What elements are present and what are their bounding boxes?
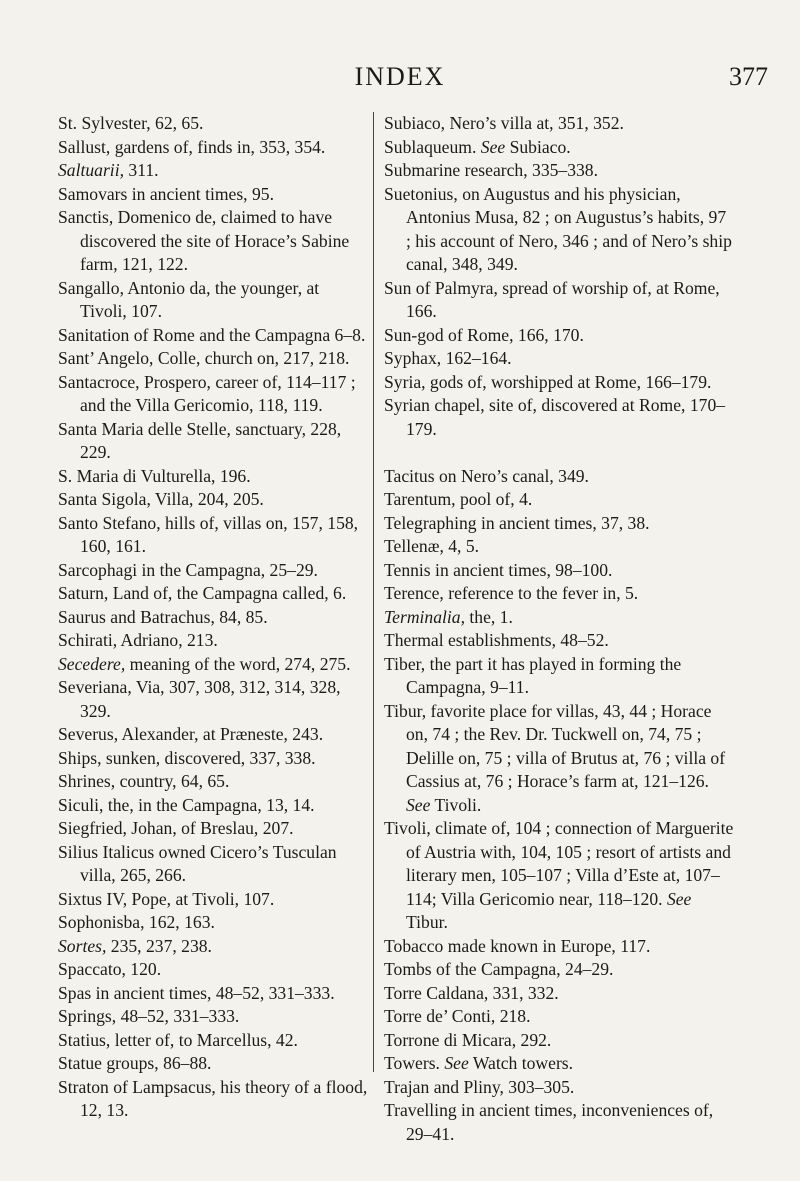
column-divider (373, 112, 374, 1072)
index-entry (384, 371, 734, 395)
entry-text: Straton of Lampsacus, his theory of a flood, 12, 13. (58, 1076, 368, 1120)
entry-text: Sangallo, Antonio da, the younger, at Tivoli, 107. (58, 277, 320, 321)
entry-tail-text: Watch towers. (468, 1053, 574, 1073)
entry-text: Torre Caldana, 331, 332. (384, 982, 559, 1003)
entry-text: Tibur, favorite place for villas, 43, 44 ; Horace on, 74 ; the Rev. Dr. Tuckwell on, 74, 75 ; Delille on, 75 ; villa of Brutus at, 76 ; villa of Cassius at, 76 ; Horace’s farm at, 121–126. (384, 700, 726, 791)
entry-text: Syria, gods of, worshipped at Rome, 166–179. (384, 371, 712, 392)
index-entry (384, 582, 734, 606)
entry-text: Santa Sigola, Villa, 204, 205. (58, 489, 264, 509)
entry-see-reference: See (406, 794, 431, 815)
entry-tail-text: Tivoli. (430, 794, 482, 815)
entry-text: Telegraphing in ancient times, 37, 38. (384, 512, 650, 533)
entry-text: 311. (124, 160, 159, 180)
index-entry (58, 206, 368, 277)
index-entry (384, 183, 734, 277)
entry-text: Subiaco, Nero’s villa at, 351, 352. (384, 113, 624, 133)
index-entry (58, 324, 368, 348)
running-head (0, 62, 800, 102)
index-entry (58, 112, 368, 136)
index-entry (58, 277, 368, 324)
index-entry (384, 653, 734, 700)
index-entry (58, 347, 368, 371)
entry-text: Sun-god of Rome, 166, 170. (384, 324, 584, 345)
entry-text: St. Sylvester, 62, 65. (58, 113, 204, 133)
index-entry (58, 676, 368, 723)
entry-text: Shrines, country, 64, 65. (58, 771, 230, 791)
page-title: INDEX (354, 62, 446, 91)
index-entry (58, 371, 368, 418)
index-entry (384, 559, 734, 583)
entry-text: Sophonisba, 162, 163. (58, 912, 215, 932)
entry-italic-term: Saltuarii, (58, 160, 124, 180)
entry-text: Sublaqueum. (384, 136, 481, 157)
entry-see-reference: See (666, 888, 692, 909)
index-entry (384, 1005, 734, 1029)
entry-text: Santa Maria delle Stelle, sanctuary, 228, 229. (58, 418, 342, 462)
index-entry (58, 629, 368, 653)
entry-text: Sallust, gardens of, finds in, 353, 354. (58, 136, 326, 157)
index-entry (384, 629, 734, 653)
entry-text: Syphax, 162–164. (384, 348, 512, 368)
entry-text: Springs, 48–52, 331–333. (58, 1006, 240, 1026)
entry-text: Syrian chapel, site of, discovered at Rome, 170–179. (384, 395, 726, 439)
index-entry (58, 888, 368, 912)
entry-text: Suetonius, on Augustus and his physician, Antonius Musa, 82 ; on Augustus’s habits, 97 ; his account of Nero, 346 ; and of Nero’s ship canal, 348, 349. (384, 183, 732, 274)
entry-text: Santo Stefano, hills of, villas on, 157, 158, 160, 161. (58, 512, 359, 556)
index-entry (58, 136, 368, 160)
index-entry (384, 606, 734, 630)
index-entry (58, 817, 368, 841)
entry-text: S. Maria di Vulturella, 196. (58, 465, 251, 486)
index-entry (384, 982, 734, 1006)
index-entry (58, 512, 368, 559)
entry-text: Submarine research, 335–338. (384, 160, 598, 180)
index-entry (58, 911, 368, 935)
entry-italic-term: Secedere, (58, 653, 126, 674)
entry-text: meaning of the word, 274, 275. (125, 653, 351, 674)
entry-text: Tellenæ, 4, 5. (384, 536, 480, 556)
entry-text: Sanctis, Domenico de, claimed to have discovered the site of Horace’s Sabine farm, 121, 122. (58, 207, 350, 274)
index-entry (384, 958, 734, 982)
index-entry (384, 136, 734, 160)
entry-text: Tivoli, climate of, 104 ; connection of Marguerite of Austria with, 104, 105 ; resort of artists and literary men, 105–107 ; Villa d’Este at, 107–114; Villa Gericomio near, 118–120. (384, 818, 734, 909)
index-entry (58, 794, 368, 818)
entry-text: Saurus and Batrachus, 84, 85. (58, 606, 268, 627)
index-entry (384, 1052, 734, 1076)
index-entry (58, 935, 368, 959)
entry-tail-text: Tibur. (406, 912, 448, 932)
index-entry (58, 488, 368, 512)
index-entry (384, 935, 734, 959)
entry-text: Saturn, Land of, the Campagna called, 6. (58, 583, 347, 603)
page-number: 377 (729, 62, 768, 91)
entry-text: Tennis in ancient times, 98–100. (384, 559, 613, 580)
entry-text: Tobacco made known in Europe, 117. (384, 935, 651, 956)
entry-text: Siculi, the, in the Campagna, 13, 14. (58, 794, 315, 815)
entry-text: Towers. (384, 1053, 445, 1073)
index-entry (384, 324, 734, 348)
index-entry (384, 465, 734, 489)
entry-text: the, 1. (464, 606, 513, 627)
entry-text: Terence, reference to the fever in, 5. (384, 583, 639, 603)
entry-text: Severiana, Via, 307, 308, 312, 314, 328, 329. (58, 677, 341, 721)
index-entry (58, 559, 368, 583)
index-entry (58, 418, 368, 465)
index-entry (384, 1076, 734, 1100)
index-entry (58, 841, 368, 888)
entry-text: Tiber, the part it has played in forming the Campagna, 9–11. (384, 653, 682, 697)
entry-text: Tarentum, pool of, 4. (384, 489, 533, 509)
index-entry (58, 747, 368, 771)
index-entry (58, 606, 368, 630)
entry-text: Tombs of the Campagna, 24–29. (384, 959, 614, 979)
index-entry (384, 817, 734, 935)
index-entry (58, 1029, 368, 1053)
index-entry (384, 112, 734, 136)
entry-text: Severus, Alexander, at Præneste, 243. (58, 724, 324, 744)
index-entry (58, 1005, 368, 1029)
index-entry (58, 1052, 368, 1076)
index-entry (384, 347, 734, 371)
index-entry (384, 1099, 734, 1146)
index-entry (384, 1029, 734, 1053)
index-entry (58, 770, 368, 794)
entry-text: Travelling in ancient times, inconveniences of, 29–41. (384, 1100, 714, 1144)
index-entry (384, 159, 734, 183)
entry-text: Samovars in ancient times, 95. (58, 183, 274, 204)
index-entry (58, 653, 368, 677)
index-entry (384, 277, 734, 324)
entry-text: Statius, letter of, to Marcellus, 42. (58, 1029, 298, 1050)
index-entry (58, 183, 368, 207)
entry-text: Trajan and Pliny, 303–305. (384, 1076, 575, 1097)
index-entry (384, 394, 734, 441)
entry-italic-term: Sortes, (58, 935, 107, 956)
entry-text: Sanitation of Rome and the Campagna 6–8. (58, 324, 366, 345)
entry-text: Torre de’ Conti, 218. (384, 1006, 531, 1026)
index-entry (384, 700, 734, 818)
entry-see-reference: See (480, 136, 506, 157)
entry-text: Sun of Palmyra, spread of worship of, at Rome, 166. (384, 277, 720, 321)
entry-text: 235, 237, 238. (106, 935, 212, 956)
entry-text: Torrone di Micara, 292. (384, 1029, 552, 1050)
entry-text: Tacitus on Nero’s canal, 349. (384, 465, 589, 486)
entry-text: Ships, sunken, discovered, 337, 338. (58, 747, 316, 768)
entry-text: Spas in ancient times, 48–52, 331–333. (58, 982, 335, 1003)
entry-text: Sarcophagi in the Campagna, 25–29. (58, 559, 318, 580)
index-entry (58, 465, 368, 489)
index-entry (384, 535, 734, 559)
entry-see-reference: See (444, 1053, 469, 1073)
index-entry (58, 582, 368, 606)
entry-italic-term: Terminalia, (384, 606, 465, 627)
entry-text: Sant’ Angelo, Colle, church on, 217, 218. (58, 348, 350, 368)
entry-tail-text: Subiaco. (505, 136, 571, 157)
index-entry (58, 159, 368, 183)
index-entry (384, 512, 734, 536)
entry-text: Spaccato, 120. (58, 959, 162, 979)
index-entry (58, 723, 368, 747)
entry-text: Thermal establishments, 48–52. (384, 630, 609, 650)
entry-text: Siegfried, Johan, of Breslau, 207. (58, 818, 294, 838)
entry-text: Santacroce, Prospero, career of, 114–117 ; and the Villa Gericomio, 118, 119. (58, 371, 356, 415)
index-entry (58, 958, 368, 982)
index-entry (384, 488, 734, 512)
index-entry (58, 982, 368, 1006)
entry-text: Schirati, Adriano, 213. (58, 630, 218, 650)
entry-text: Silius Italicus owned Cicero’s Tusculan villa, 265, 266. (58, 841, 337, 885)
index-column-left (58, 112, 368, 1123)
index-column-right (384, 112, 734, 1146)
entry-text: Sixtus IV, Pope, at Tivoli, 107. (58, 888, 275, 909)
entry-text: Statue groups, 86–88. (58, 1053, 212, 1073)
index-entry (58, 1076, 368, 1123)
